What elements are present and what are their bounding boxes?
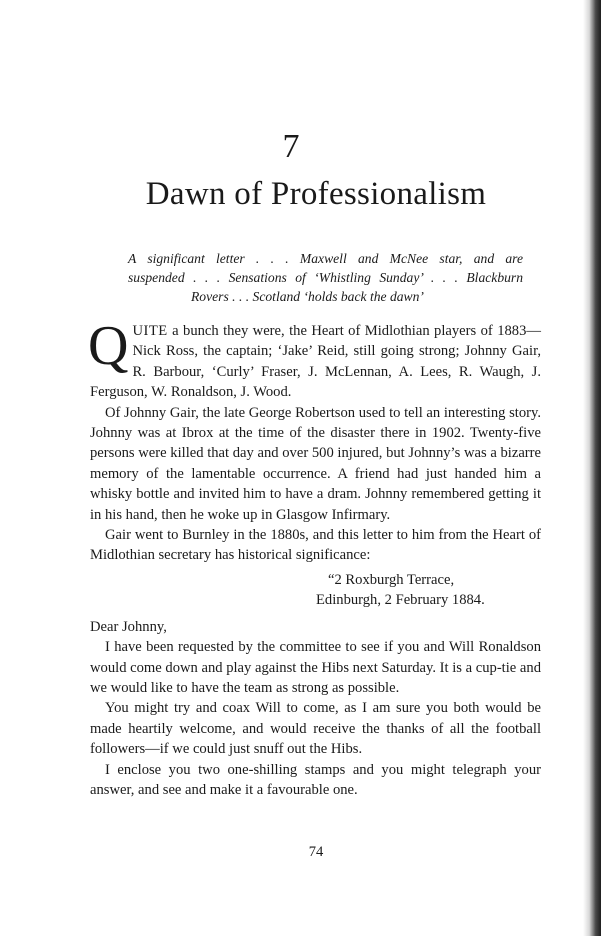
- paragraph: [88, 315, 541, 403]
- page-number: 74: [308, 844, 324, 860]
- drop-cap: Q: [88, 315, 129, 377]
- page-edge-shadow: [583, 0, 601, 936]
- letter-address: [90, 570, 541, 611]
- paragraph: Of Johnny Gair, the late George Robertson used to tell an interesting story. Johnny was at Ibrox at the time of the disaster there in 1902. Twenty-five persons were killed that day and over 500 injured, but Johnny’s was a bizarre memory of the lamentable occurrence. A friend had just handed him a whisky bottle and invited him to have a dram. Johnny remembered getting it in his hand, then he woke up in Glasgow Infirmary.: [90, 404, 541, 523]
- synopsis-line: Rovers . . . Scotland ‘holds back the dawn’: [191, 289, 424, 304]
- address-line: “2 Roxburgh Terrace,: [328, 571, 455, 588]
- paragraph: Gair went to Burnley in the 1880s, and this letter to him from the Heart of Midlothian secretary has historical significance:: [90, 527, 541, 564]
- body-text: [88, 315, 541, 800]
- letter-paragraph: I enclose you two one-shilling stamps and you might telegraph your answer, and see and make it a favourable one.: [90, 761, 541, 798]
- address-line: Edinburgh, 2 February 1884.: [316, 592, 485, 609]
- chapter-title: Dawn of Professionalism: [145, 176, 487, 212]
- opening-small-caps: UITE: [132, 323, 168, 339]
- letter-paragraph: I have been requested by the committee to see if you and Will Ronaldson would come down and play against the Hibs next Saturday. It is a cup-tie and we would like to have the team as strong as possible.: [90, 639, 541, 696]
- chapter-number: 7: [282, 128, 301, 165]
- letter-paragraph: You might try and coax Will to come, as I am sure you both would be made heartily welcome, and would receive the thanks of all the football followers—if we could just snuff out the Hibs.: [90, 700, 541, 758]
- paragraph-text: a bunch they were, the Heart of Midlothian players of 1883—Nick Ross, the captain; ‘Jake’ Reid, still going strong; Johnny Gair, R. Barbour, ‘Curly’ Fraser, J. McLennan, A. Lees, R. Waugh, J. Ferguson, W. Ronaldson, J. Wood.: [90, 323, 541, 401]
- synopsis-line: A significant letter . . . Maxwell and McNee star, and are: [128, 251, 523, 266]
- chapter-synopsis: [128, 249, 523, 306]
- letter-salutation: Dear Johnny,: [90, 618, 167, 635]
- synopsis-line: suspended . . . Sensations of ‘Whistling Sunday’ . . . Blackburn: [128, 270, 523, 285]
